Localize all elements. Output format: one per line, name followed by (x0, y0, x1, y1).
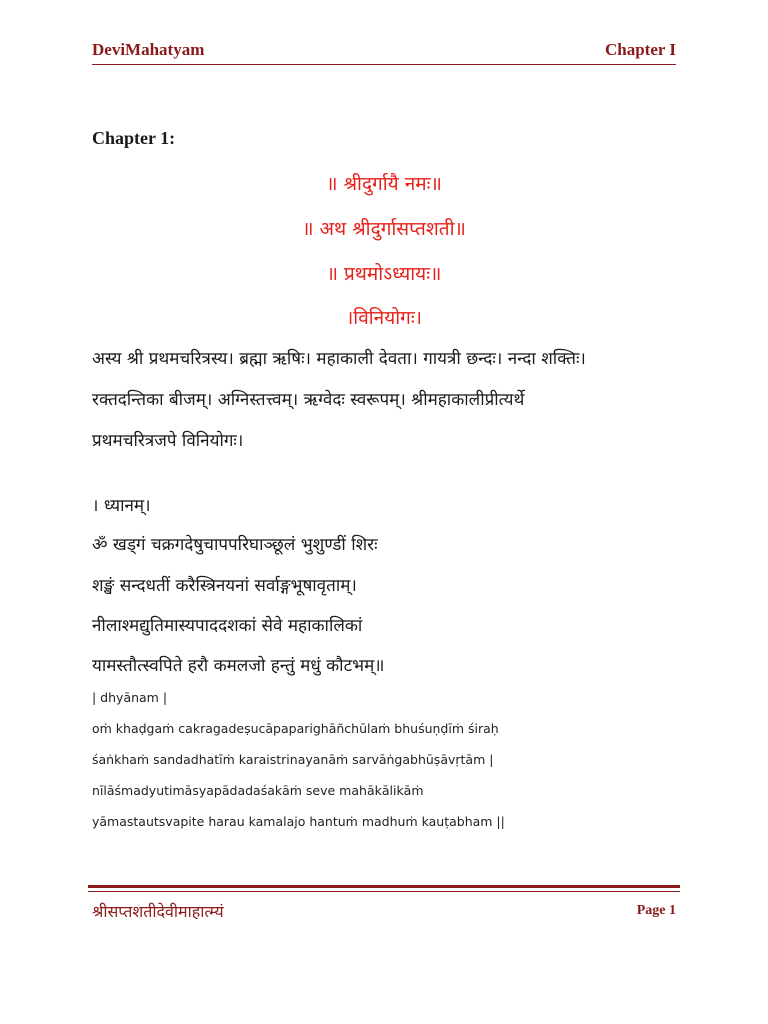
header-chapter: Chapter I (605, 40, 676, 59)
dhyanam-heading: । ध्यानम्। (92, 496, 151, 516)
header-title: DeviMahatyam (92, 40, 205, 59)
viniyoga-line: प्रथमचरित्रजपे विनियोगः। (92, 431, 244, 451)
invocation-line: ॥ श्रीदुर्गायै नमः॥ (326, 173, 442, 195)
chapter-heading: Chapter 1: (92, 128, 176, 148)
dhyanam-verse-line: शङ्खं सन्दधतीं करैस्त्रिनयनां सर्वाङ्गभूषावृताम्। (92, 576, 357, 596)
transliteration-line: yāmastautsvapite harau kamalajo hantuṁ madhuṁ kauṭabham || (92, 814, 505, 829)
viniyoga-line: अस्य श्री प्रथमचरित्रस्य। ब्रह्मा ऋषिः। महाकाली देवता। गायत्री छन्दः। नन्दा शक्तिः। (92, 349, 586, 369)
transliteration-line: oṁ khaḍgaṁ cakragadeṣucāpaparighāñchūlaṁ bhuśuṇḍīṁ śiraḥ (92, 721, 499, 736)
viniyoga-heading: ।विनियोगः। (346, 307, 422, 329)
dhyanam-verse-line: ॐ खड्गं चक्रगदेषुचापपरिघाञ्छूलं भुशुण्डीं शिरः (92, 535, 378, 555)
page-number: Page 1 (636, 903, 676, 918)
header-divider (92, 64, 676, 65)
page-header (92, 34, 676, 60)
transliteration-line: śaṅkhaṁ sandadhatīṁ karaistrinayanāṁ sarvāṅgabhūṣāvṛtām | (92, 752, 494, 767)
invocation-line: ॥ अथ श्रीदुर्गासप्तशती॥ (302, 218, 466, 240)
transliteration-line: nīlāśmadyutimāsyapādadaśakāṁ seve mahākālikāṁ (92, 783, 424, 798)
footer-title: श्रीसप्तशतीदेवीमाहात्म्यं (92, 902, 224, 921)
footer-divider-thick (88, 885, 680, 888)
viniyoga-line: रक्तदन्तिका बीजम्। अग्निस्तत्त्वम्। ऋग्वेदः स्वरूपम्। श्रीमहाकालीप्रीत्यर्थे (92, 390, 525, 410)
page-footer (92, 900, 676, 922)
transliteration-line: | dhyānam | (92, 690, 168, 705)
dhyanam-verse-line: नीलाश्मद्युतिमास्यपाददशकां सेवे महाकालिकां (92, 616, 363, 636)
footer-divider-thin (88, 891, 680, 892)
invocation-line: ॥ प्रथमोऽध्यायः॥ (326, 263, 442, 285)
dhyanam-verse-line: यामस्तौत्स्वपिते हरौ कमलजो हन्तुं मधुं कौटभम्॥ (92, 656, 385, 676)
